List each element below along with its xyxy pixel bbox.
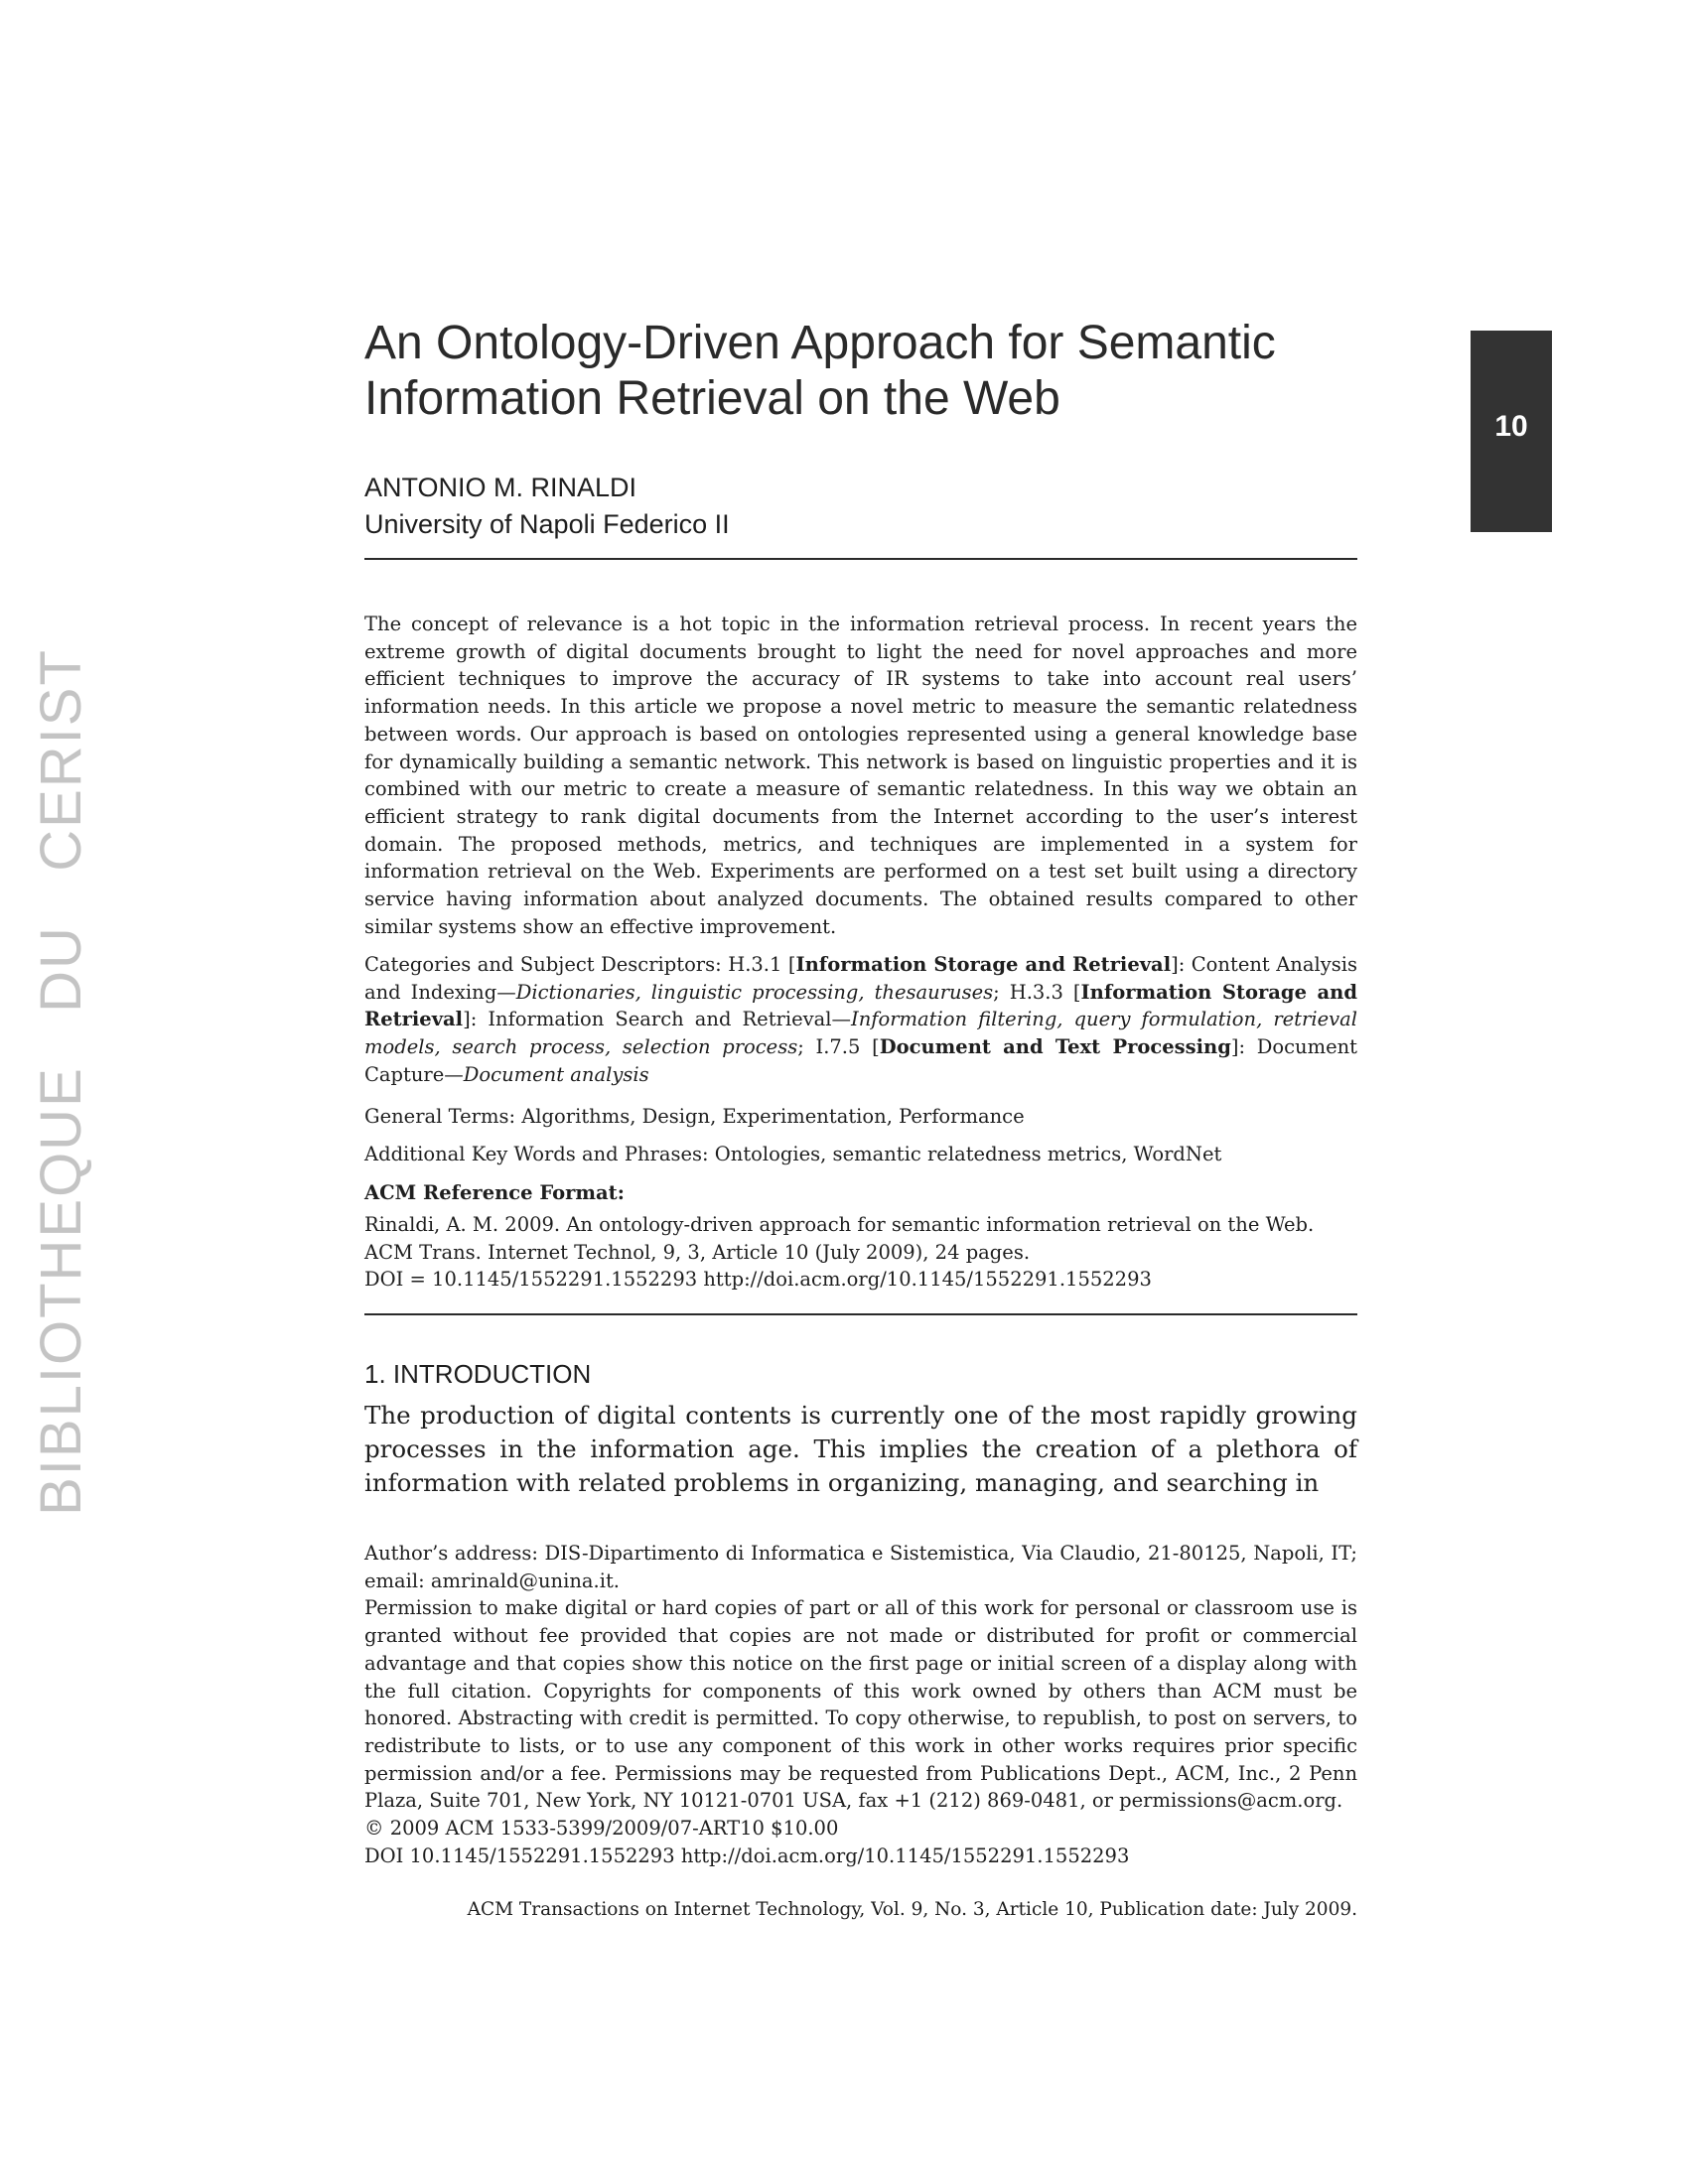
abstract: The concept of relevance is a hot topic in the information retrieval process. In recent years the extreme growth of digital documents brought to light the need for novel approaches and more efficient techniques to improve the accuracy of IR systems to take into account real users’ information needs. In this article we propose a novel metric to measure the semantic relatedness between words. Our approach is based on ontologies represented using a general knowledge base for dynamically building a semantic network. This network is based on linguistic properties and it is combined with our metric to create a measure of semantic relatedness. In this way we obtain an efficient strategy to rank digital documents from the Internet according to the user’s interest domain. The proposed methods, metrics, and techniques are implemented in a system for information retrieval on the Web. Experiments are performed on a test set built using a directory service having information about analyzed documents. The obtained results compared to other similar systems show an effective improvement. xyxy=(364,613,1357,938)
copyright-line: © 2009 ACM 1533-5399/2009/07-ART10 $10.00 xyxy=(364,1817,839,1841)
abstract-rule xyxy=(364,1313,1357,1315)
paper-title: An Ontology-Driven Approach for Semantic Information Retrieval on the Web xyxy=(364,317,1276,425)
reference-format-heading: ACM Reference Format: xyxy=(364,1181,625,1204)
journal-footer: ACM Transactions on Internet Technology, Vol. 9, No. 3, Article 10, Publication date: July 2009. xyxy=(467,1899,1357,1920)
footnotes xyxy=(364,1540,1357,1869)
doi-line: DOI 10.1145/1552291.1552293 http://doi.acm.org/10.1145/1552291.1552293 xyxy=(364,1843,1130,1867)
categories-descriptors: Categories and Subject Descriptors: H.3.1 [Information Storage and Retrieval]: Content Analysis and Indexing—Dictionaries, linguistic processing, thesauruses; H.3.3 [Information Storage and Retrieval]: Information Search and Retrieval—Information filtering, query formulation, retrieval models, search process, selection process; I.7.5 [Document and Text Processing]: Document Capture—Document analysis xyxy=(364,953,1358,1086)
reference-doi: DOI = 10.1145/1552291.1552293 http://doi.acm.org/10.1145/1552291.1552293 xyxy=(364,1268,1152,1292)
general-terms: General Terms: Algorithms, Design, Experimentation, Performance xyxy=(364,1105,1025,1128)
article-number-tab: 10 xyxy=(1471,331,1552,532)
permission-notice: Permission to make digital or hard copies of part or all of this work for personal or classroom use is granted without fee provided that copies are not made or distributed for profit or commercial advantage and that copies show this notice on the first page or initial screen of a display along with the full citation. Copyrights for components of this work owned by others than ACM must be honored. Abstracting with credit is permitted. To copy otherwise, to republish, to post on servers, to redistribute to lists, or to use any component of this work in other works requires prior specific permission and/or a fee. Permissions may be requested from Publications Dept., ACM, Inc., 2 Penn Plaza, Suite 701, New York, NY 10121-0701 USA, fax +1 (212) 869-0481, or permissions@acm.org. xyxy=(364,1596,1357,1813)
reference-line: Rinaldi, A. M. 2009. An ontology-driven approach for semantic information retrieval on the Web. xyxy=(364,1213,1315,1236)
library-watermark: BIBLIOTHEQUE DU CERIST xyxy=(29,648,93,1516)
keywords: Additional Key Words and Phrases: Ontologies, semantic relatedness metrics, WordNet xyxy=(364,1143,1222,1165)
author-affiliation: University of Napoli Federico II xyxy=(364,509,730,539)
author-address: Author’s address: DIS-Dipartimento di Informatica e Sistemistica, Via Claudio, 21-80125, Napoli, IT; email: amrinald@unina.it. xyxy=(364,1542,1357,1592)
reference-line: ACM Trans. Internet Technol, 9, 3, Article 10 (July 2009), 24 pages. xyxy=(364,1240,1031,1264)
reference-format xyxy=(364,1211,1357,1294)
author-name: ANTONIO M. RINALDI xyxy=(364,473,637,502)
header-rule xyxy=(364,558,1357,560)
section-heading: 1. INTRODUCTION xyxy=(364,1359,592,1389)
introduction-text: The production of digital contents is currently one of the most rapidly growing processes in the information age. This implies the creation of a plethora of information with related problems in organizing, managing, and searching in xyxy=(364,1401,1357,1497)
